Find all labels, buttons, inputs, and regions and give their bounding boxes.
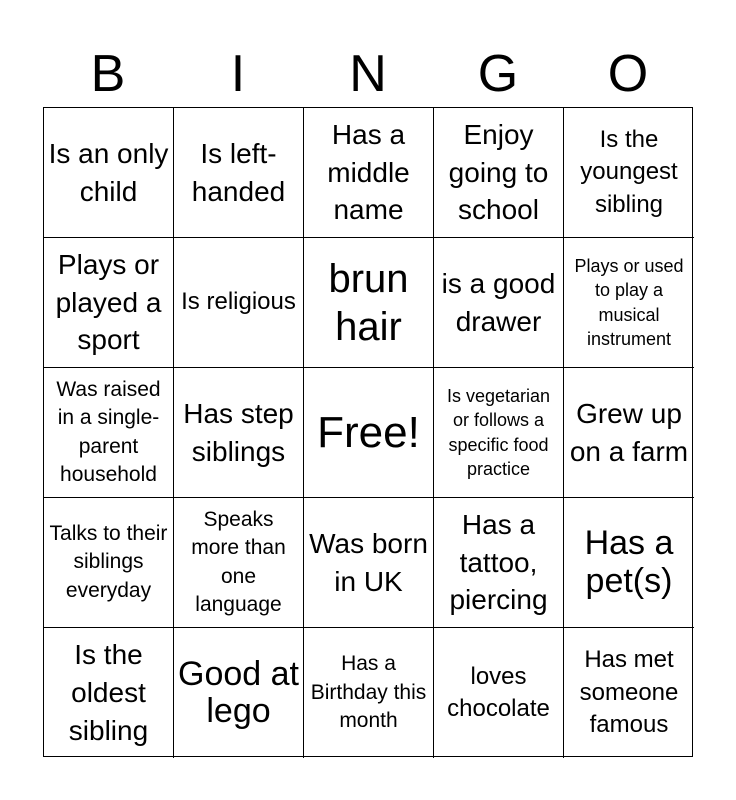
bingo-header xyxy=(43,40,693,108)
bingo-cell[interactable]: Has a pet(s) xyxy=(564,498,694,628)
header-letter-n: N xyxy=(349,45,387,103)
bingo-cell[interactable]: Enjoy going to school xyxy=(434,108,564,238)
bingo-grid xyxy=(43,107,693,757)
header-letter-o: O xyxy=(607,45,649,103)
bingo-cell[interactable]: Talks to their siblings everyday xyxy=(44,498,174,628)
bingo-cell[interactable]: Speaks more than one language xyxy=(174,498,304,628)
bingo-cell[interactable]: Good at lego xyxy=(174,628,304,758)
header-letter-g: G xyxy=(477,45,519,103)
bingo-cell[interactable]: Has a tattoo, piercing xyxy=(434,498,564,628)
bingo-cell[interactable]: brun hair xyxy=(304,238,434,368)
bingo-cell[interactable]: Plays or played a sport xyxy=(44,238,174,368)
bingo-cell[interactable]: Is the oldest sibling xyxy=(44,628,174,758)
bingo-cell[interactable]: loves chocolate xyxy=(434,628,564,758)
bingo-cell[interactable]: Grew up on a farm xyxy=(564,368,694,498)
bingo-cell[interactable]: Has a middle name xyxy=(304,108,434,238)
bingo-cell[interactable]: Has met someone famous xyxy=(579,646,679,739)
bingo-cell[interactable]: Is vegetarian or follows a specific food practice xyxy=(434,368,564,498)
free-space-cell[interactable]: Free! xyxy=(304,368,434,498)
bingo-cell[interactable]: Has a Birthday this month xyxy=(304,628,434,758)
bingo-cell[interactable]: Was born in UK xyxy=(304,498,434,628)
header-letter-b: B xyxy=(90,45,126,103)
bingo-cell[interactable]: Plays or used to play a musical instrument xyxy=(564,238,694,368)
bingo-cell[interactable]: Is religious xyxy=(174,238,304,368)
bingo-cell[interactable]: Is left-handed xyxy=(174,108,304,238)
bingo-cell[interactable]: Is an only child xyxy=(44,108,174,238)
bingo-cell[interactable]: Was raised in a single-parent household xyxy=(44,368,174,498)
header-letter-i: I xyxy=(230,45,246,103)
bingo-cell[interactable]: is a good drawer xyxy=(434,238,564,368)
bingo-cell[interactable]: Is the youngest sibling xyxy=(564,108,694,238)
bingo-cell[interactable]: Has step siblings xyxy=(174,368,304,498)
